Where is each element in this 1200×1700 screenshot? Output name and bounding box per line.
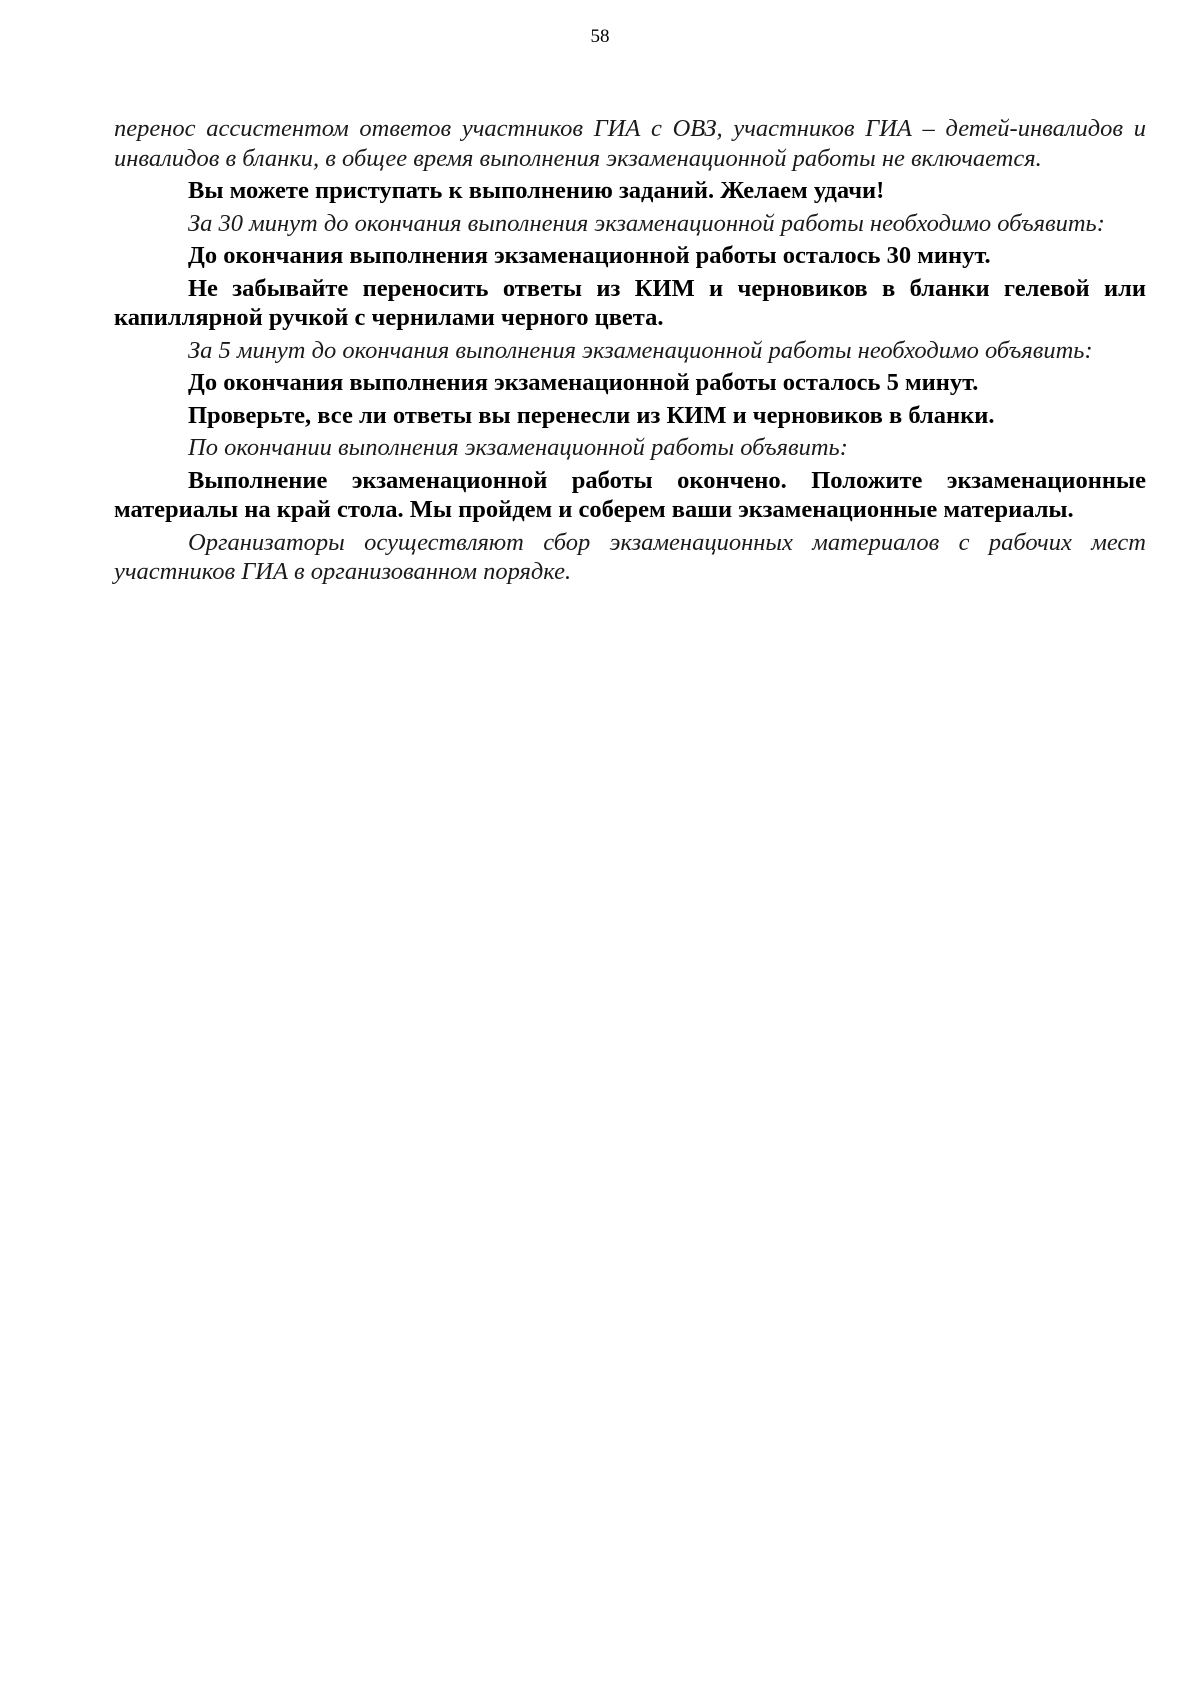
paragraph-check-reminder: Проверьте, все ли ответы вы перенесли из КИМ и черновиков в бланки. [188,401,995,429]
page-number: 58 [590,26,610,47]
paragraph-30min-announcement: До окончания выполнения экзаменационной работы осталось 30 минут. [188,242,991,269]
paragraph-5min-announcement: До окончания выполнения экзаменационной работы осталось 5 минут. [188,369,979,396]
paragraph-end-announcement: Выполнение экзаменационной работы окончено. Положите экзаменационные материалы на край стола. Мы пройдем и соберем ваши экзаменационные материалы. [114,466,1146,523]
paragraph-transfer-reminder: Не забывайте переносить ответы из КИМ и черновиков в бланки гелевой или капиллярной ручкой с чернилами черного цвета. [114,274,1146,331]
paragraph-start-announcement: Вы можете приступать к выполнению заданий. Желаем удачи! [188,177,885,204]
paragraph-30min-instruction: За 30 минут до окончания выполнения экзаменационной работы необходимо объявить: [188,209,1105,237]
paragraph-5min-instruction: За 5 минут до окончания выполнения экзаменационной работы необходимо объявить: [188,336,1093,364]
document-body [114,114,1146,590]
paragraph-end-instruction: По окончании выполнения экзаменационной работы объявить: [188,434,848,461]
paragraph-transfer-note: перенос ассистентом ответов участников ГИА с ОВЗ, участников ГИА – детей-инвалидов и инвалидов в бланки, в общее время выполнения экзаменационной работы не включается. [114,115,1146,172]
paragraph-collection-note: Организаторы осуществляют сбор экзаменационных материалов с рабочих мест участников ГИА в организованном порядке. [114,528,1146,585]
